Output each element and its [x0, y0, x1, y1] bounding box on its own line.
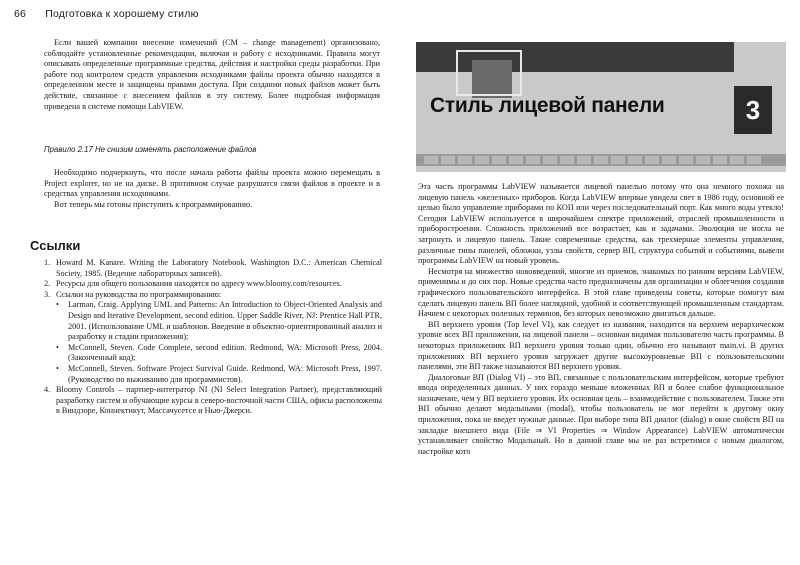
- reference-item: 3. Ссылки на руководства по программированию:: [44, 289, 222, 299]
- rule-caption: Правило 2.17 Не снизим изменять расположение файлов: [44, 145, 257, 154]
- intro-paragraph: Если вашей компании внесение изменений (CM – change management) организовано, соблюдайте установленные рекомендации, включая и работу с исходниками. Правила могут описывать определенные программные средства, действия и настройки среды разработки. При работе под контролем средств управления исходниками файлы проекта обычно находятся в определенном месте и защищены правами доступа. При создании новых файлов может быть действие, связанное с внесением файлов в эту систему. Более подробная информация приведена в системе помощи LabVIEW.: [44, 38, 380, 111]
- reference-subitem: • Larman, Craig. Applying UML and Patterns: An Introduction to Object-Oriented Analysis and Design and Iterative Development, second edition. Upper Saddle River, NJ: Prentice Hall PTR, 2001. (Использование UML и шаблонов. Введение в объектно-ориентированный анализ и разработку и стадии приложения);: [56, 300, 382, 342]
- references-list: [44, 258, 382, 417]
- body-paragraph: Эта часть программы LabVIEW называется лицевой панелью потому что она немного похожа на лицевую панель «железных» приборов. Когда LabVIEW впервые увидела свет в 1986 году, основной ее целью было управление приборами по КОП или через последовательный порт. Как много воды утекло! Сегодня LabVIEW используется в широчайшем спектре приложений, отраслей промышленности и приборостроения. Сложность приложений все возрастает, как и задачами. Эволюция не могла не затронуть и лицевую панель. Такие современные средства, как трехмерные элементы управления, различные типы панелей, обложки, узлы свойств, сервер ВП, структура событий и событиями, вывели программы LabVIEW на новый уровень.: [418, 182, 784, 266]
- banner-outline-decor: [456, 50, 522, 96]
- intro-block: [44, 38, 380, 112]
- chapter-number: 3: [734, 86, 772, 134]
- chapter-banner: [416, 42, 786, 172]
- rule-block: [44, 168, 380, 210]
- reference-item: 4. Bloomy Controls – партнер-интегратор NI (NI Select Integration Partner), представляющий разработку систем и обучающие курсы в северо-восточной части США, офисы расположены в Виндзоре, Коннектикут, Массачусетсе и Нью-Джерси.: [44, 385, 382, 416]
- body-paragraph: Диалоговые ВП (Dialog VI) – это ВП, связанные с пользовательским интерфейсом, которые требуют ввода определенных данных. У них гораздо меньше вложенных ВП и более слабое функциональное назначение, чем у ВП верхнего уровня. Их основная цель – взаимодействие с пользователем. Также эти ВП обычно делают модальными (modal), чтобы пользователь не мог перейти к другому окну приложения, пока не введет нужные данные. При выборе типа ВП диалог (dialog) в окне свойств ВП на закладке внешнего вида (File ⇒ VI Properties ⇒ Window Appearance) LabVIEW автоматически устанавливает свойство Модальный. Но в данной главе мы не раз встретимся с новым диалогом, настройке кото: [418, 372, 784, 456]
- body-paragraph: Несмотря на множество нововведений, многие из приемов, знакомых по ранним версиям LabVIEW, применимы и до сих пор. Новые средства часто предназначены для организации и облегчения создания графического пользовательского интерфейса. В этой главе приведены советы, которые помогут вам сделать лицевую панель ВП более наглядной, удобной и соответствующей промышленным стандартам. Начнем с некоторых полезных терминов, без которых невозможно двигаться дальше.: [418, 266, 784, 319]
- rule-paragraph: Необходимо подчеркнуть, что после начала работы файлы проекта можно перемещать в Project explorer, но не на диске. В противном случае разрушатся связи файлов в проекте и в средствах управления исходниками.: [44, 168, 380, 199]
- left-page: [0, 0, 395, 565]
- chapter-title: Стиль лицевой панели: [430, 94, 665, 117]
- reference-item: 2. Ресурсы для общего пользования находятся по адресу www.bloomy.com/resources.: [44, 279, 342, 289]
- section-title: Ссылки: [30, 238, 81, 253]
- reference-subitem: • McConnell, Steven. Software Project Survival Guide. Redmond, WA: Microsoft Press, 1997. (Руководство по выживанию для программистов).: [56, 363, 382, 384]
- chapter-body: [418, 182, 784, 457]
- reference-subitem: • McConnell, Steven. Code Complete, second edition. Redmond, WA: Microsoft Press, 2004. (Законченный код);: [56, 342, 382, 363]
- page-number: 66: [14, 8, 27, 20]
- closing-line: Вот теперь мы готовы приступить к программированию.: [54, 199, 253, 209]
- running-header: [14, 8, 199, 20]
- banner-cells-decor: [424, 156, 761, 164]
- reference-item: 1. Howard M. Kanare. Writing the Laboratory Notebook. Washington D.C.: American Chemical Society, 1985. (Ведение лабораторных записей).: [44, 258, 382, 278]
- body-paragraph: ВП верхнего уровня (Top level VI), как следует из названия, находится на верхнем иерархическом уровне всех ВП приложения, на лицевой панели – основная видимая пользователю часть программы. В некоторых приложениях ВП верхнего уровня только один, обычно его называют main.vi. В других приложениях ВП верхнего уровня загружает другие высокоуровневые ВП с пользовательскими панелями, эти ВП также называются ВП верхнего уровня.: [418, 319, 784, 372]
- header-title: Подготовка к хорошему стилю: [45, 8, 199, 20]
